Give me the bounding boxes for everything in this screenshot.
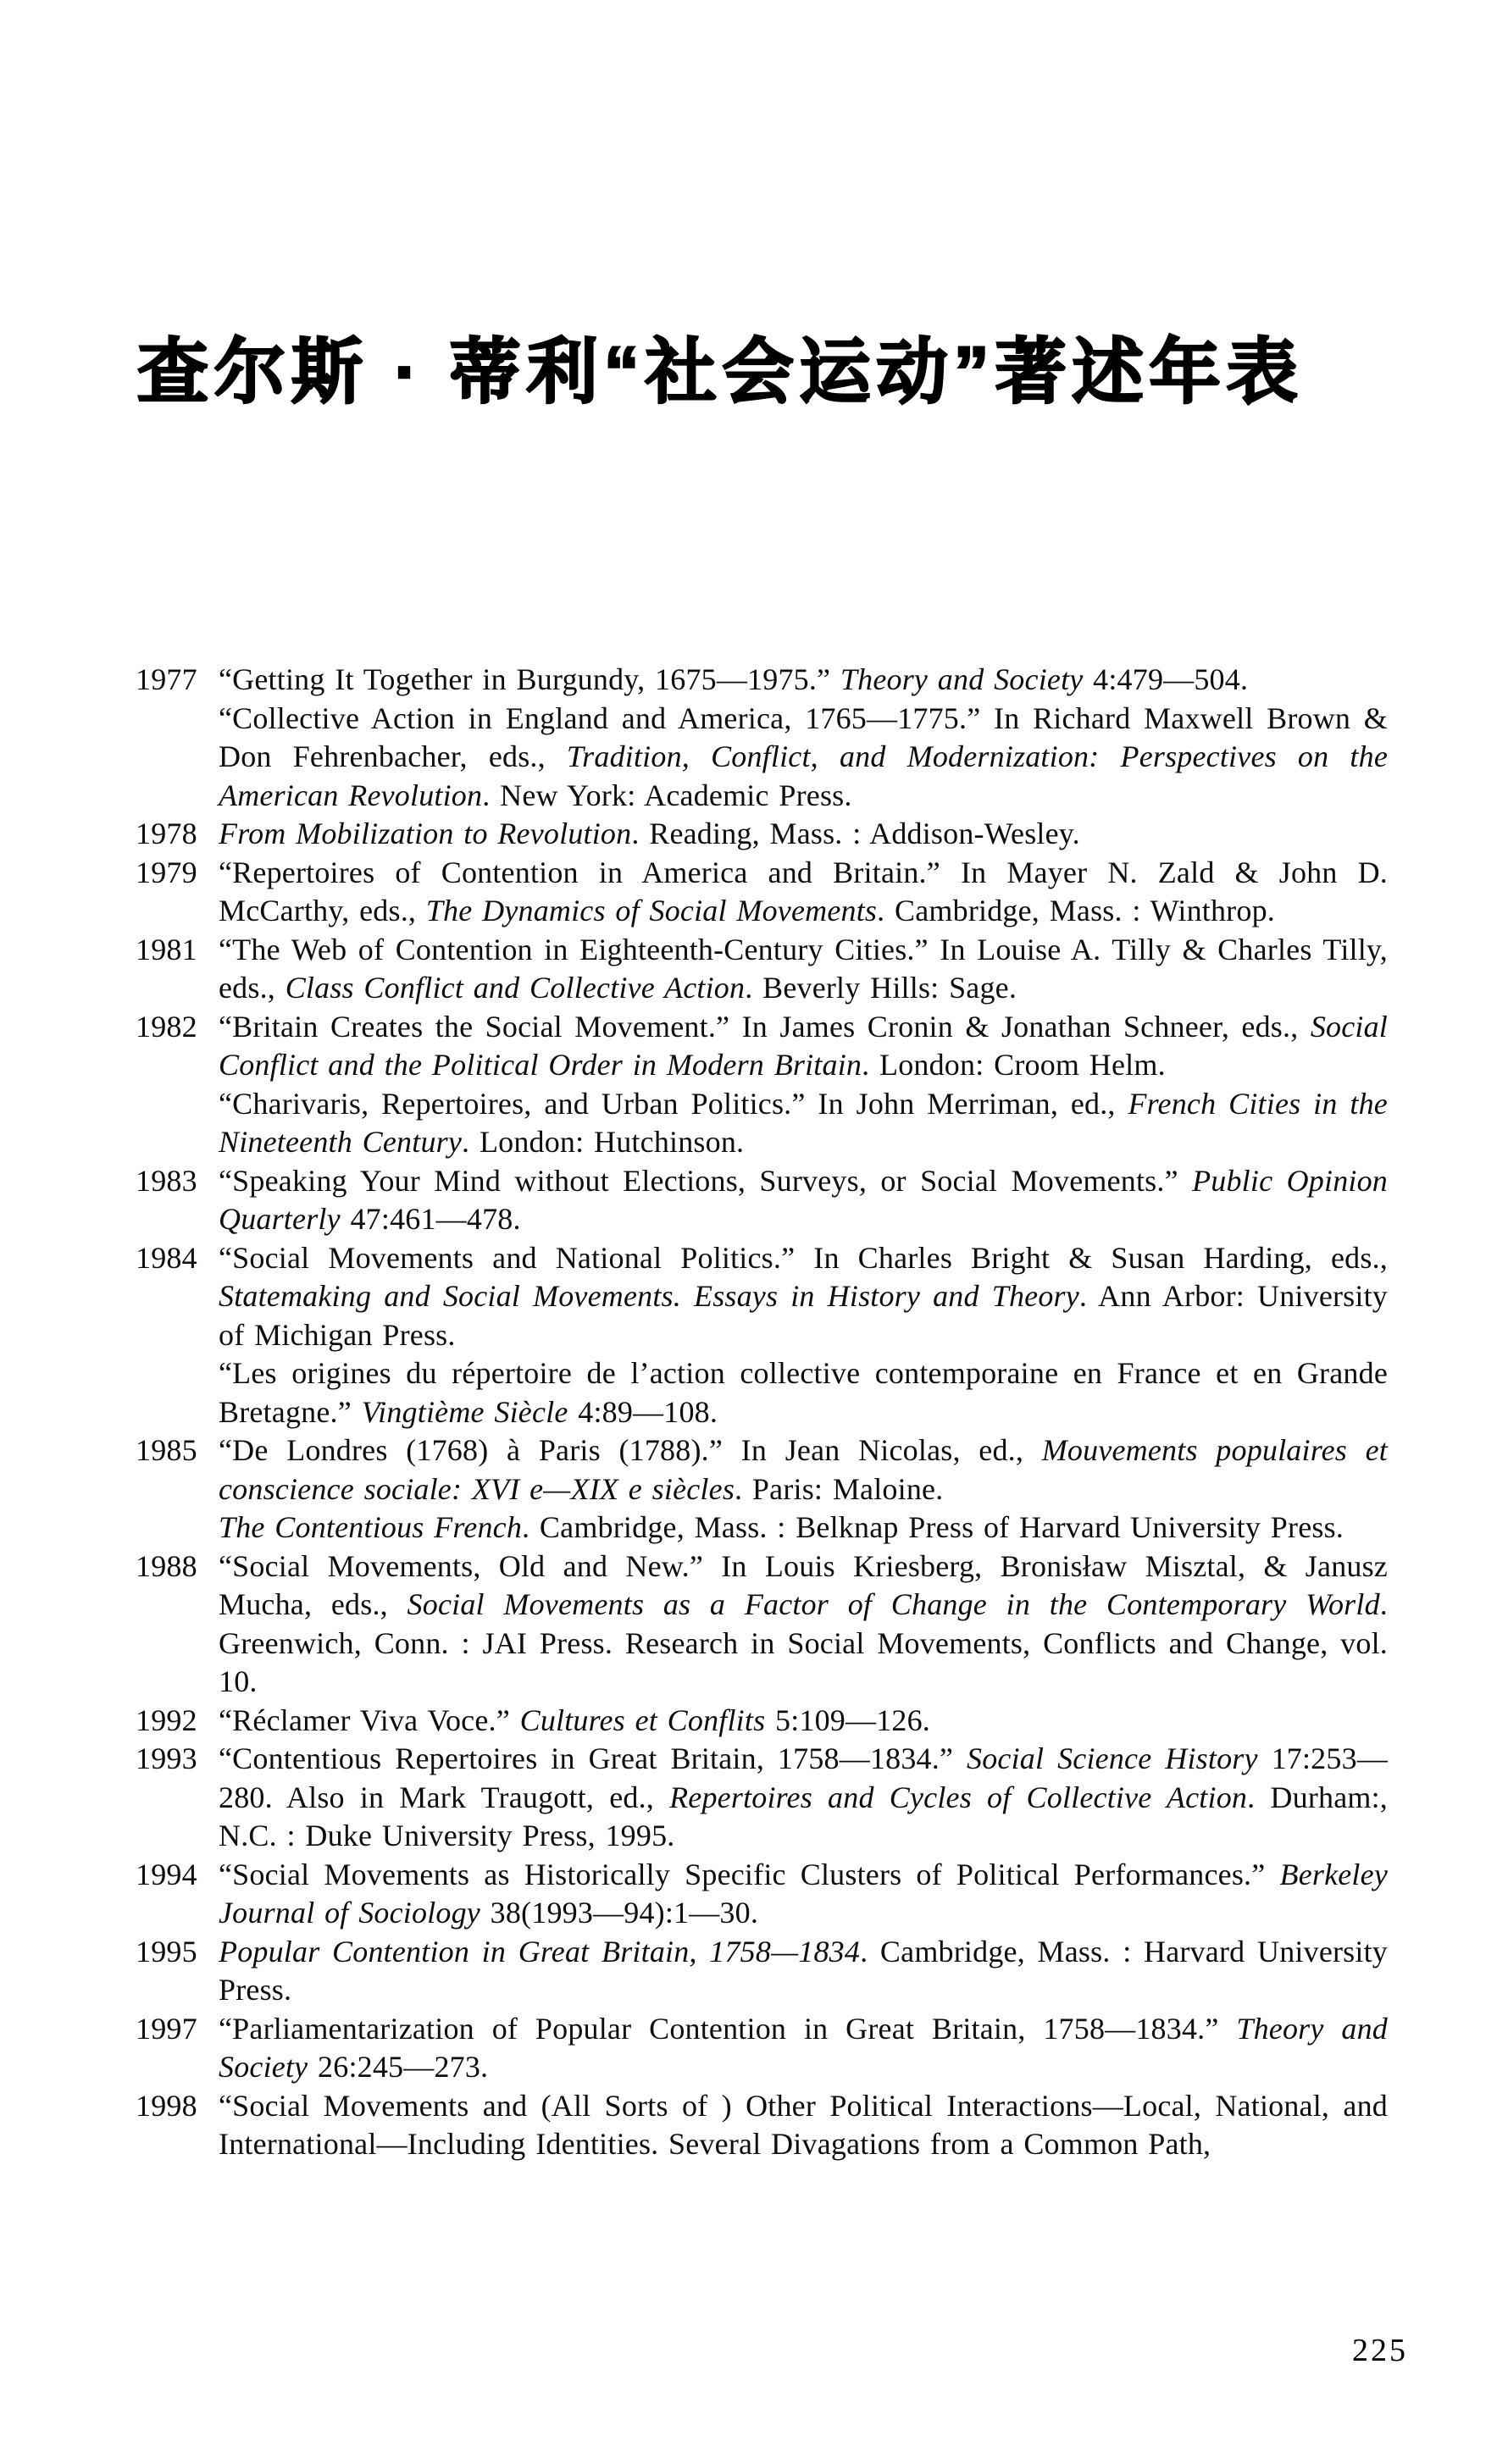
work-text: 26:245—273. [308,2050,489,2084]
bibliography-entry [136,815,1388,854]
entry-year: 1992 [136,1703,197,1737]
entry-works [219,1162,1388,1239]
bibliography-entry [136,661,1388,815]
work-text: 4:479—504. [1083,662,1249,696]
work-text: 4:89—108. [568,1394,718,1429]
entry-works [219,1431,1388,1548]
page-number: 225 [1352,2333,1408,2368]
entry-works [219,1239,1388,1432]
work-text: “The Web of Contention in Eighteenth-Century Cities.” In Louise A. Tilly & Charles Tilly, eds., [219,932,1388,1005]
entry-works [219,661,1388,815]
work-paragraph [219,1740,1388,1856]
work-title-italic: Social Science History [967,1741,1258,1775]
entry-works [219,2087,1388,2164]
entry-year: 1988 [136,1548,197,1583]
work-paragraph [219,1239,1388,1355]
work-paragraph [219,1856,1388,1933]
bibliography-list [136,661,1388,2164]
entry-year: 1982 [136,1009,197,1044]
entry-works [219,931,1388,1008]
work-text: . Greenwich, Conn. : JAI Press. Research in Social Movements, Conflicts and Change, vol. 10. [219,1587,1388,1698]
work-text: “Social Movements, Old and New.” In Louis Kriesberg, Bronisław Misztal, & Janusz Mucha, eds., [219,1548,1388,1621]
bibliography-entry [136,2010,1388,2087]
work-title-italic: The Dynamics of Social Movements [425,894,878,927]
entry-year: 1977 [136,662,197,696]
work-paragraph [219,1085,1388,1162]
work-paragraph [219,1933,1388,2010]
entry-year: 1994 [136,1857,197,1891]
work-text: “Collective Action in England and America, 1765—1775.” In Richard Maxwell Brown & Don Fehrenbacher, eds., [219,700,1388,773]
work-text: “Repertoires of Contention in America and Britain.” In Mayer N. Zald & John D. McCarthy, eds., [219,855,1388,927]
work-title-italic: Social Conflict and the Political Order in Modern Britain [219,1009,1388,1082]
work-text: . Reading, Mass. : Addison-Wesley. [631,817,1080,850]
entry-year: 1984 [136,1240,197,1275]
work-text: . Cambridge, Mass. : Belknap Press of Harvard University Press. [522,1510,1344,1544]
entry-year: 1997 [136,2011,197,2046]
work-title-italic: Popular Contention in Great Britain, 1758—1834 [219,1934,861,1968]
work-paragraph [219,815,1388,854]
work-title-italic: Theory and Society [840,662,1084,696]
work-title-italic: Vingtième Siècle [361,1394,568,1429]
work-text: . London: Hutchinson. [462,1125,745,1159]
work-paragraph [219,2087,1388,2164]
entry-works [219,1856,1388,1933]
entry-works [219,1740,1388,1856]
work-text: 47:461—478. [340,1202,521,1236]
work-paragraph [219,1008,1388,1085]
entry-year: 1978 [136,817,197,850]
entry-year: 1983 [136,1163,197,1198]
work-text: “Speaking Your Mind without Elections, Surveys, or Social Movements.” [219,1163,1193,1198]
bibliography-entry [136,1008,1388,1162]
work-title-italic: Social Movements as a Factor of Change in the Contemporary World [407,1587,1380,1621]
entry-works [219,2010,1388,2087]
work-text: . New York: Academic Press. [482,778,852,812]
entry-works [219,1008,1388,1162]
work-title-italic: Statemaking and Social Movements. Essays in History and Theory [219,1279,1079,1313]
work-paragraph [219,931,1388,1008]
work-text: “Parliamentarization of Popular Contention in Great Britain, 1758—1834.” [219,2011,1237,2046]
entry-year: 1985 [136,1433,197,1467]
bibliography-entry [136,2087,1388,2164]
entry-year: 1995 [136,1934,197,1968]
bibliography-entry [136,1856,1388,1933]
work-title-italic: Class Conflict and Collective Action [285,971,746,1005]
entry-works [219,1548,1388,1702]
work-text: “Getting It Together in Burgundy, 1675—1975.” [219,662,840,696]
work-title-italic: Theory and Society [219,2011,1388,2084]
work-text: . Ann Arbor: University of Michigan Press. [219,1279,1388,1352]
work-title-italic: French Cities in the Nineteenth Century [219,1086,1388,1159]
work-text: “Réclamer Viva Voce.” [219,1703,520,1737]
entry-year: 1981 [136,932,197,966]
work-paragraph [219,1548,1388,1702]
bibliography-entry [136,854,1388,931]
work-text: . Paris: Maloine. [735,1471,944,1506]
work-paragraph [219,1509,1388,1548]
work-paragraph [219,2010,1388,2087]
work-title-italic: Mouvements populaires et conscience sociale: XVI e—XIX e siècles [219,1433,1388,1506]
bibliography-entry [136,1162,1388,1239]
work-text: . Cambridge, Mass. : Winthrop. [877,894,1275,927]
work-text: 17:253—280. Also in Mark Traugott, ed., [219,1741,1388,1814]
work-text: . Durham:, N.C. : Duke University Press, 1995. [219,1780,1388,1852]
entry-year: 1979 [136,855,197,889]
work-text: “Contentious Repertoires in Great Britain, 1758—1834.” [219,1741,967,1775]
work-paragraph [219,700,1388,816]
work-text: “De Londres (1768) à Paris (1788).” In Jean Nicolas, ed., [219,1433,1042,1467]
bibliography-entry [136,1933,1388,2010]
entry-year: 1998 [136,2088,197,2123]
bibliography-entry [136,1740,1388,1856]
bibliography-entry [136,931,1388,1008]
work-text: 5:109—126. [765,1703,930,1737]
work-text: . London: Croom Helm. [862,1048,1166,1082]
bibliography-entry [136,1548,1388,1702]
work-paragraph [219,854,1388,931]
entry-works [219,1702,1388,1741]
bibliography-entry [136,1239,1388,1432]
work-paragraph [219,1431,1388,1509]
work-title-italic: Berkeley Journal of Sociology [219,1857,1388,1930]
work-text: “Charivaris, Repertoires, and Urban Politics.” In John Merriman, ed., [219,1086,1128,1121]
work-text: . Beverly Hills: Sage. [745,971,1017,1005]
work-title-italic: Repertoires and Cycles of Collective Action [669,1780,1248,1814]
work-text: 38(1993—94):1—30. [480,1896,759,1930]
bibliography-entry [136,1431,1388,1548]
work-title-italic: From Mobilization to Revolution [219,817,632,850]
work-text: “Les origines du répertoire de l’action collective contemporaine en France et en Grande Bretagne.” [219,1356,1388,1429]
work-text: “Social Movements as Historically Specific Clusters of Political Performances.” [219,1857,1280,1891]
entry-works [219,815,1388,854]
bibliography-entry [136,1702,1388,1741]
work-paragraph [219,661,1388,700]
work-text: “Social Movements and (All Sorts of ) Other Political Interactions—Local, National, and International—Including Identities. Several Divagations from a Common Path, [219,2088,1388,2161]
page-title: 查尔斯 · 蒂利“社会运动”著述年表 [137,332,1304,412]
work-title-italic: Tradition, Conflict, and Modernization: Perspectives on the American Revolution [219,739,1388,812]
work-title-italic: Cultures et Conflits [519,1703,766,1737]
work-title-italic: Public Opinion Quarterly [219,1163,1388,1236]
work-paragraph [219,1162,1388,1239]
entry-works [219,1933,1388,2010]
work-text: “Britain Creates the Social Movement.” In James Cronin & Jonathan Schneer, eds., [219,1009,1311,1044]
work-paragraph [219,1702,1388,1741]
entry-works [219,854,1388,931]
work-paragraph [219,1354,1388,1431]
work-text: . Cambridge, Mass. : Harvard University Press. [219,1934,1388,2007]
work-text: “Social Movements and National Politics.” In Charles Bright & Susan Harding, eds., [219,1240,1388,1275]
work-title-italic: The Contentious French [219,1510,523,1544]
entry-year: 1993 [136,1741,197,1775]
